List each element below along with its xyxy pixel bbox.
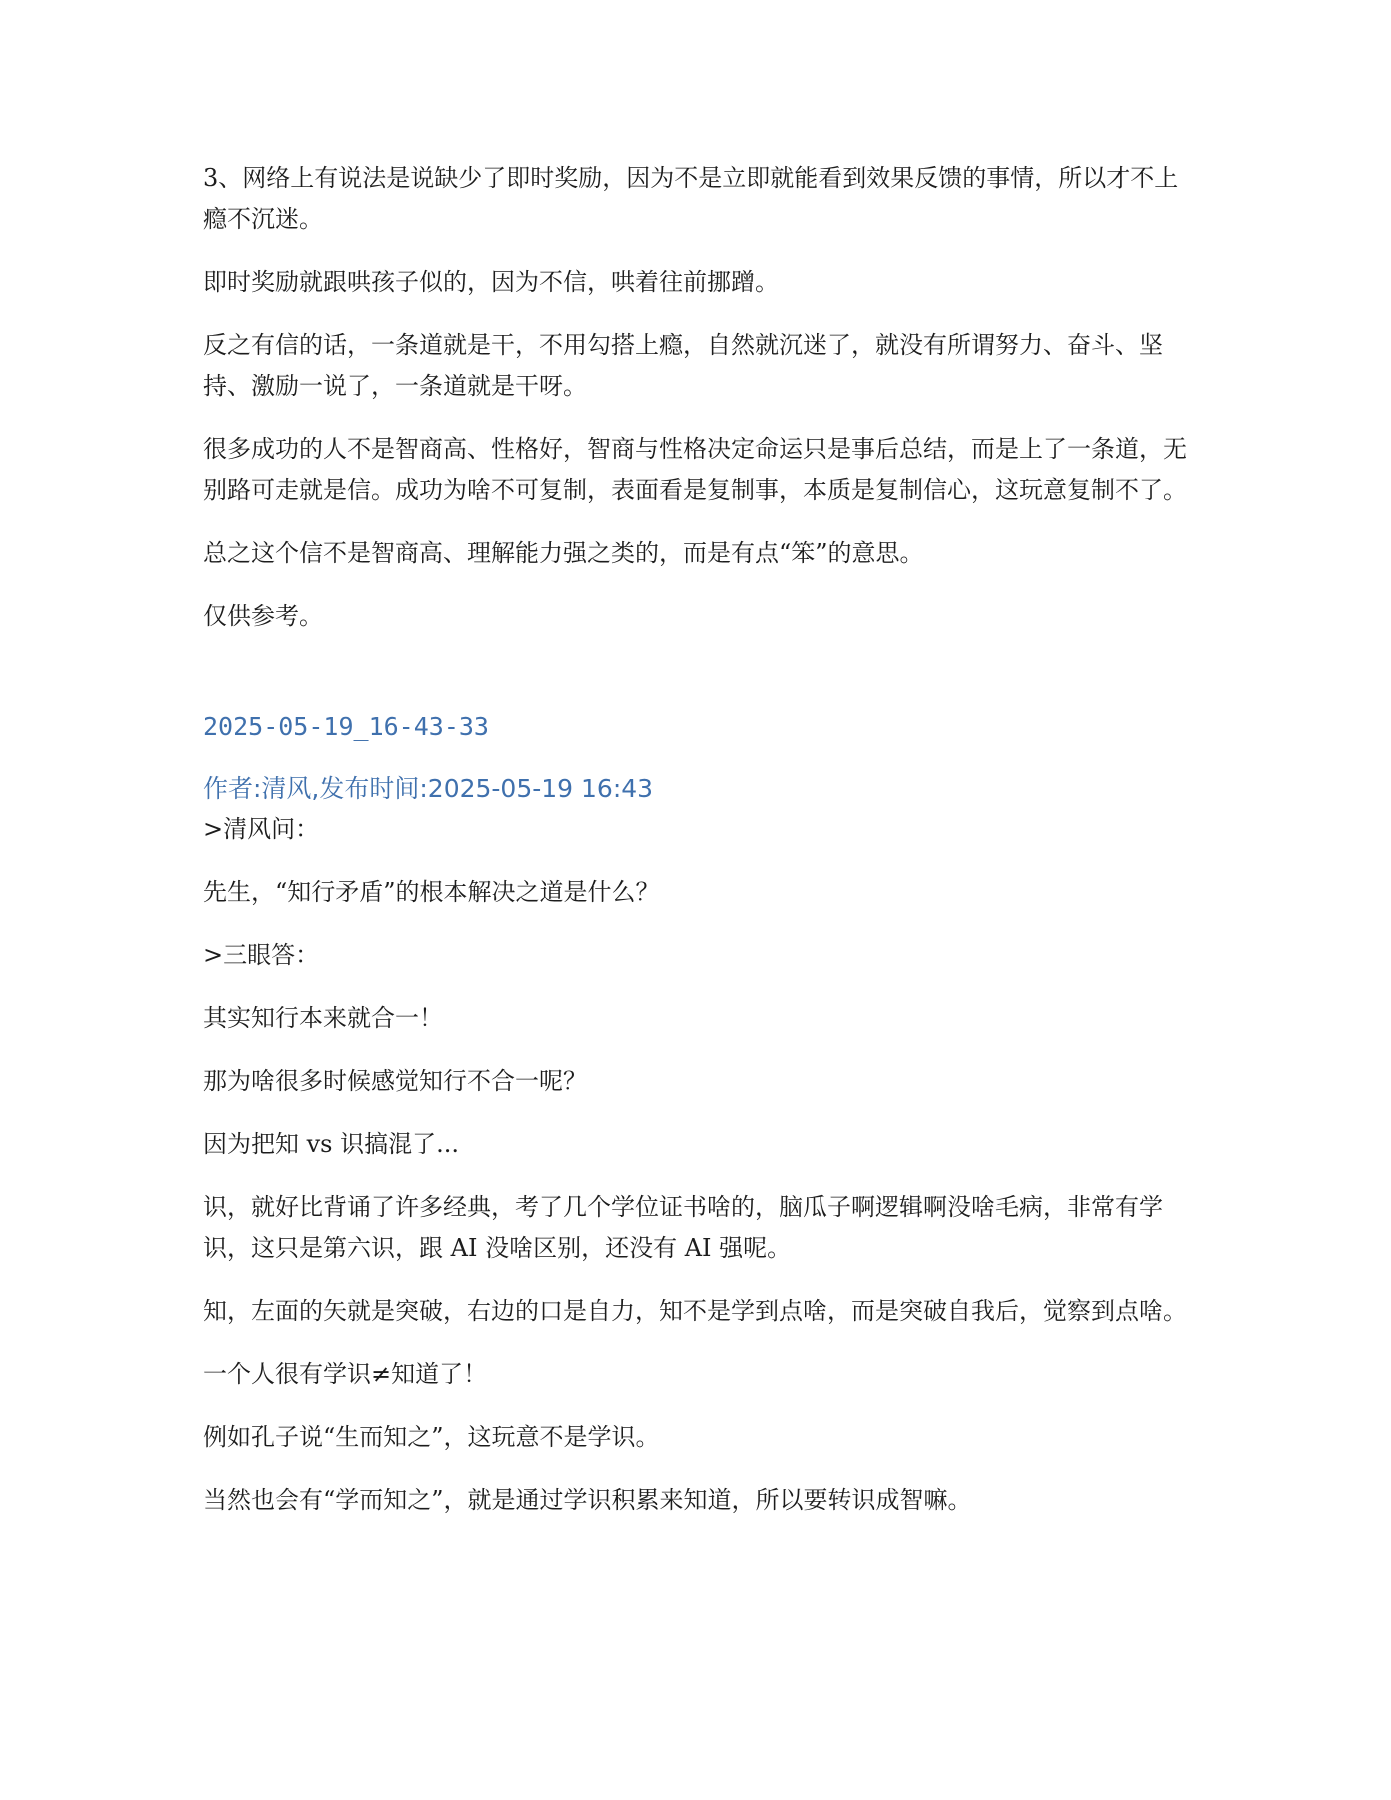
paragraph: 总之这个信不是智商高、理解能力强之类的，而是有点“笨”的意思。 (203, 539, 924, 567)
paragraph: 反之有信的话，一条道就是干，不用勾搭上瘾，自然就沉迷了，就没有所谓努力、奋斗、坚持、激励一说了，一条道就是干呀。 (203, 331, 1163, 400)
paragraph: 一个人很有学识≠知道了！ (203, 1360, 488, 1388)
question-text: 先生，“知行矛盾”的根本解决之道是什么？ (203, 878, 660, 906)
paragraph: 例如孔子说“生而知之”，这玩意不是学识。 (203, 1423, 660, 1451)
paragraph: 知，左面的矢就是突破，右边的口是自力，知不是学到点啥，而是突破自我后，觉察到点啥。 (203, 1297, 1187, 1325)
paragraph: 其实知行本来就合一！ (203, 1004, 443, 1032)
paragraph: 识，就好比背诵了许多经典，考了几个学位证书啥的，脑瓜子啊逻辑啊没啥毛病，非常有学识，这只是第六识，跟 AI 没啥区别，还没有 AI 强呢。 (203, 1193, 1163, 1262)
paragraph: 即时奖励就跟哄孩子似的，因为不信，哄着往前挪蹭。 (203, 268, 779, 296)
question-label: >清风问： (203, 815, 320, 843)
paragraph: 3、网络上有说法是说缺少了即时奖励，因为不是立即就能看到效果反馈的事情，所以才不上瘾不沉迷。 (203, 164, 1179, 233)
article-body (203, 158, 1193, 1543)
paragraph: 当然也会有“学而知之”，就是通过学识积累来知道，所以要转识成智嘛。 (203, 1486, 972, 1514)
paragraph: 那为啥很多时候感觉知行不合一呢？ (203, 1067, 587, 1095)
answer-label: >三眼答： (203, 941, 320, 969)
paragraph: 因为把知 vs 识搞混了... (203, 1130, 460, 1158)
post-author-meta: 作者:清风,发布时间:2025-05-19 16:43 (203, 774, 654, 803)
post-date-heading: 2025-05-19_16-43-33 (203, 712, 489, 741)
paragraph: 仅供参考。 (203, 602, 323, 630)
paragraph: 很多成功的人不是智商高、性格好，智商与性格决定命运只是事后总结，而是上了一条道，无别路可走就是信。成功为啥不可复制，表面看是复制事，本质是复制信心，这玩意复制不了。 (203, 435, 1187, 504)
